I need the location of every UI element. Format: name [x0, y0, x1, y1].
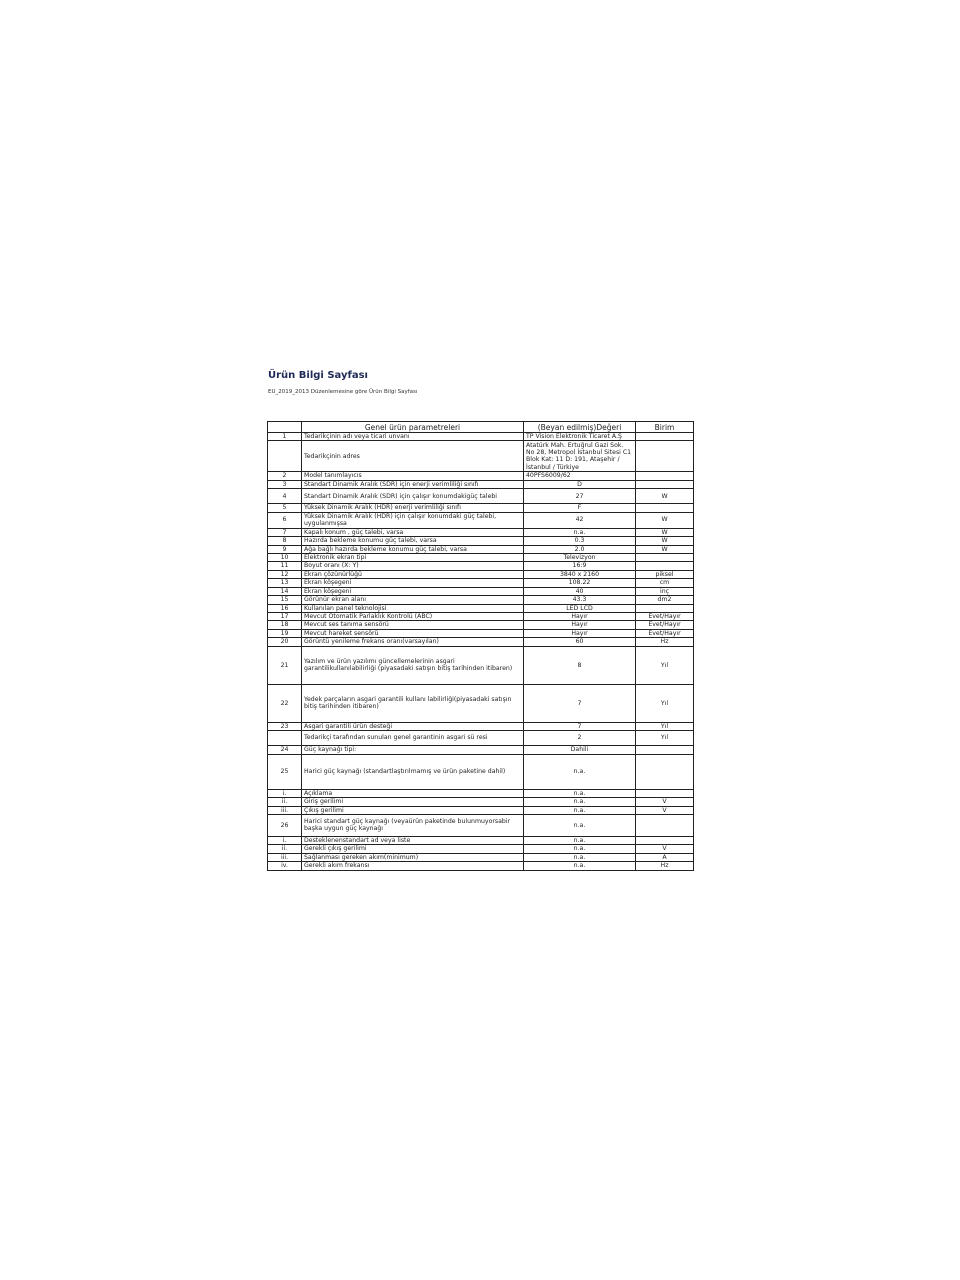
row-number: 17: [268, 613, 302, 621]
row-parameter: Yüksek Dinamik Aralık (HDR) için çalışır konumdaki güç talebi, uygulanmışsa: [302, 512, 524, 528]
table-header-row: [268, 422, 694, 433]
row-parameter: Yüksek Dinamik Aralık (HDR) enerji verimliliği sınıfı: [302, 504, 524, 512]
table-row: [268, 862, 694, 870]
row-number: 22: [268, 684, 302, 722]
row-parameter: Mevcut hareket sensörü: [302, 629, 524, 637]
table-row: [268, 814, 694, 836]
page-subtitle: EU_2019_2013 Düzenlemesine göre Ürün Bilgi Sayfası: [268, 389, 418, 395]
row-number: 21: [268, 646, 302, 684]
table-row: [268, 722, 694, 730]
header-num: [268, 422, 302, 433]
table-row: [268, 570, 694, 578]
row-unit: Evet/Hayır: [636, 621, 694, 629]
row-unit: [636, 789, 694, 797]
row-unit: A: [636, 853, 694, 861]
table-row: [268, 845, 694, 853]
row-unit: V: [636, 806, 694, 814]
row-value: n.a.: [524, 789, 636, 797]
row-value: 108.22: [524, 579, 636, 587]
table-row: [268, 512, 694, 528]
row-parameter: Görünür ekran alanı: [302, 596, 524, 604]
row-number: 24: [268, 746, 302, 754]
row-value: 42: [524, 512, 636, 528]
row-value: Hayır: [524, 613, 636, 621]
row-value: TP Vision Elektronik Ticaret A.Ş: [524, 433, 636, 441]
row-value: LED LCD: [524, 604, 636, 612]
row-number: 10: [268, 553, 302, 561]
row-number: 4: [268, 489, 302, 504]
row-unit: W: [636, 512, 694, 528]
table-row: [268, 528, 694, 536]
row-unit: [636, 441, 694, 472]
table-row: [268, 621, 694, 629]
row-value: Televizyon: [524, 553, 636, 561]
row-parameter: Hazırda bekleme konumu güç talebi, varsa: [302, 537, 524, 545]
row-number: 9: [268, 545, 302, 553]
row-value: 2: [524, 731, 636, 746]
row-parameter: Elektronik ekran tipi: [302, 553, 524, 561]
row-value: 7: [524, 722, 636, 730]
row-value: 2.0: [524, 545, 636, 553]
row-number: 26: [268, 814, 302, 836]
row-parameter: Giriş gerilimi: [302, 798, 524, 806]
row-value: 40PFS6009/62: [524, 472, 636, 480]
row-parameter: Ekran köşegeni: [302, 579, 524, 587]
header-param: Genel ürün parametreleri: [302, 422, 524, 433]
row-unit: dm2: [636, 596, 694, 604]
row-value: Atatürk Mah. Ertuğrul Gazi Sok. No 28, Metropol İstanbul Sitesi C1 Blok Kat: 11 D: 191, Ataşehir / İstanbul / Türkiye: [524, 441, 636, 472]
row-number: 12: [268, 570, 302, 578]
table-row: [268, 684, 694, 722]
row-unit: Yıl: [636, 646, 694, 684]
row-value: n.a.: [524, 845, 636, 853]
row-unit: [636, 433, 694, 441]
row-value: n.a.: [524, 806, 636, 814]
table-row: [268, 587, 694, 595]
row-number: ii.: [268, 798, 302, 806]
row-value: 0.3: [524, 537, 636, 545]
row-value: F: [524, 504, 636, 512]
row-parameter: Kullanılan panel teknolojisi: [302, 604, 524, 612]
table-row: [268, 853, 694, 861]
row-parameter: Mevcut ses tanıma sensörü: [302, 621, 524, 629]
row-parameter: Ekran köşegeni: [302, 587, 524, 595]
row-number: 5: [268, 504, 302, 512]
table-row: [268, 553, 694, 561]
row-parameter: Kapalı konum , güç talebi, varsa: [302, 528, 524, 536]
table-row: [268, 545, 694, 553]
row-unit: cm: [636, 579, 694, 587]
row-value: 3840 x 2160: [524, 570, 636, 578]
row-value: n.a.: [524, 836, 636, 844]
row-unit: [636, 754, 694, 789]
row-value: 16:9: [524, 562, 636, 570]
row-unit: [636, 562, 694, 570]
row-number: 3: [268, 480, 302, 488]
row-parameter: Yazılım ve ürün yazılımı güncellemelerinin asgari garantilikullanılabilirliği (piyasadaki satışın bitiş tarihinden itibaren): [302, 646, 524, 684]
row-number: 19: [268, 629, 302, 637]
row-parameter: Tedarikçinin adres: [302, 441, 524, 472]
row-value: n.a.: [524, 853, 636, 861]
row-number: [268, 441, 302, 472]
row-parameter: Güç kaynağı tipi:: [302, 746, 524, 754]
row-unit: Hz: [636, 862, 694, 870]
table-row: [268, 489, 694, 504]
row-value: 43.3: [524, 596, 636, 604]
row-value: Hayır: [524, 621, 636, 629]
row-unit: W: [636, 528, 694, 536]
row-parameter: Gerekli çıkış gerilimi: [302, 845, 524, 853]
row-value: Dahili: [524, 746, 636, 754]
table-row: [268, 629, 694, 637]
table-row: [268, 579, 694, 587]
row-unit: [636, 746, 694, 754]
table-row: [268, 562, 694, 570]
row-number: 11: [268, 562, 302, 570]
row-unit: [636, 814, 694, 836]
row-number: 7: [268, 528, 302, 536]
row-value: n.a.: [524, 528, 636, 536]
row-parameter: Harici standart güç kaynağı (veyaürün paketinde bulunmuyorsabir başka uygun güç kaynağı: [302, 814, 524, 836]
table-row: [268, 836, 694, 844]
row-value: 27: [524, 489, 636, 504]
table-row: [268, 433, 694, 441]
table-row: [268, 746, 694, 754]
row-number: 18: [268, 621, 302, 629]
row-unit: piksel: [636, 570, 694, 578]
table-row: [268, 441, 694, 472]
row-unit: W: [636, 489, 694, 504]
row-value: 7: [524, 684, 636, 722]
row-number: 13: [268, 579, 302, 587]
row-unit: [636, 504, 694, 512]
header-value: (Beyan edilmiş)Değeri: [524, 422, 636, 433]
row-number: iii.: [268, 806, 302, 814]
table-row: [268, 504, 694, 512]
row-unit: Hz: [636, 638, 694, 646]
table-row: [268, 638, 694, 646]
row-unit: [636, 604, 694, 612]
row-value: 8: [524, 646, 636, 684]
row-parameter: Tedarikçi tarafından sunulan genel garantinin asgari sü resi: [302, 731, 524, 746]
row-parameter: Çıkış gerilimi: [302, 806, 524, 814]
row-number: 25: [268, 754, 302, 789]
table-row: [268, 472, 694, 480]
row-parameter: Açıklama: [302, 789, 524, 797]
row-number: iii.: [268, 853, 302, 861]
table-row: [268, 537, 694, 545]
row-unit: [636, 480, 694, 488]
row-unit: W: [636, 545, 694, 553]
row-unit: Evet/Hayır: [636, 629, 694, 637]
table-row: [268, 646, 694, 684]
row-parameter: Sağlanması gereken akım(minimum): [302, 853, 524, 861]
row-number: i.: [268, 836, 302, 844]
table-row: [268, 798, 694, 806]
row-number: ii.: [268, 845, 302, 853]
row-value: n.a.: [524, 798, 636, 806]
row-unit: Yıl: [636, 684, 694, 722]
row-number: 23: [268, 722, 302, 730]
table-row: [268, 806, 694, 814]
row-value: n.a.: [524, 814, 636, 836]
row-unit: Evet/Hayır: [636, 613, 694, 621]
row-number: 6: [268, 512, 302, 528]
row-parameter: Desteklenenstandart ad veya liste: [302, 836, 524, 844]
row-number: 16: [268, 604, 302, 612]
row-number: 8: [268, 537, 302, 545]
row-parameter: Mevcut Otomatik Parlaklık Kontrolü (ABC): [302, 613, 524, 621]
row-unit: inç: [636, 587, 694, 595]
row-parameter: Standart Dinamik Aralık (SDR) için çalışır konumdakigüç talebi: [302, 489, 524, 504]
row-parameter: Boyut oranı (X: Y): [302, 562, 524, 570]
row-parameter: Tedarikçinin adı veya ticari unvanı: [302, 433, 524, 441]
row-parameter: Görüntü yenileme frekans oranı(varsayılan): [302, 638, 524, 646]
row-value: D: [524, 480, 636, 488]
row-unit: Yıl: [636, 722, 694, 730]
row-number: 2: [268, 472, 302, 480]
row-unit: V: [636, 798, 694, 806]
row-value: Hayır: [524, 629, 636, 637]
page-title: Ürün Bilgi Sayfası: [268, 370, 368, 381]
row-unit: [636, 836, 694, 844]
row-parameter: Asgari garantili ürün desteği: [302, 722, 524, 730]
row-parameter: Yedek parçaların asgari garantili kullanı labilirliği(piyasadaki satışın bitiş tarihinden itibaren): [302, 684, 524, 722]
table-row: [268, 604, 694, 612]
row-number: 14: [268, 587, 302, 595]
row-value: 40: [524, 587, 636, 595]
row-number: 20: [268, 638, 302, 646]
row-parameter: Standart Dinamik Aralık (SDR) için enerji verimliliği sınıfı: [302, 480, 524, 488]
table-row: [268, 613, 694, 621]
table-row: [268, 596, 694, 604]
row-number: i.: [268, 789, 302, 797]
row-value: n.a.: [524, 862, 636, 870]
row-number: 1: [268, 433, 302, 441]
row-unit: V: [636, 845, 694, 853]
row-parameter: Ağa bağlı hazırda bekleme konumu güç talebi, varsa: [302, 545, 524, 553]
header-unit: Birim: [636, 422, 694, 433]
row-unit: [636, 472, 694, 480]
row-unit: [636, 553, 694, 561]
row-value: 60: [524, 638, 636, 646]
row-parameter: Gerekli akım frekansı: [302, 862, 524, 870]
row-unit: Yıl: [636, 731, 694, 746]
table-row: [268, 754, 694, 789]
row-unit: W: [636, 537, 694, 545]
row-number: [268, 731, 302, 746]
row-parameter: Model tanımlayıcıs: [302, 472, 524, 480]
row-number: iv.: [268, 862, 302, 870]
row-parameter: Harici güç kaynağı (standartlaştırılmamış ve ürün paketine dahil): [302, 754, 524, 789]
row-parameter: Ekran çözünürlüğü: [302, 570, 524, 578]
row-number: 15: [268, 596, 302, 604]
table-row: [268, 731, 694, 746]
table-row: [268, 480, 694, 488]
product-info-table: [267, 421, 694, 871]
table-row: [268, 789, 694, 797]
row-value: n.a.: [524, 754, 636, 789]
